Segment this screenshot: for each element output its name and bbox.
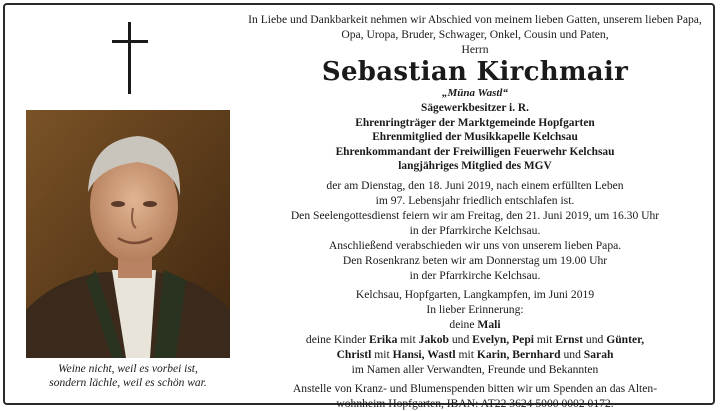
nickname: „Müna Wastl“ — [442, 87, 508, 99]
intro-text: In Liebe und Dankbarkeit nehmen wir Abschied von meinem lieben Gatten, unserem lieben Papa, Opa, Uropa, Bruder, Schwager, Onkel, Cousin und Paten, — [248, 13, 702, 41]
honors-list — [240, 101, 710, 174]
deceased-name: Sebastian Kirchmair — [321, 57, 629, 87]
place-date: Kelchsau, Hopfgarten, Langkampfen, im Juni 2019 — [355, 287, 595, 301]
family-children-line-2: Christl mit Hansi, Wastl mit Karin, Bernhard und Sarah — [336, 347, 614, 361]
motto — [10, 362, 246, 390]
wife-name: Mali — [477, 317, 501, 331]
family-wife-line: deine Mali — [449, 317, 501, 331]
rosary-line-2: in der Pfarrkirche Kelchsau. — [409, 268, 541, 282]
title-item: Ehrenmitglied der Musikkapelle Kelchsau — [372, 131, 578, 144]
obituary-text — [240, 12, 710, 411]
death-notice-line-2: im 97. Lebensjahr friedlich entschlafen ist. — [375, 193, 575, 207]
relatives-line: im Namen aller Verwandten, Freunde und Bekannten — [351, 362, 599, 376]
cross-icon — [112, 22, 148, 94]
donation-line-2: wohnheim Hopfgarten, IBAN: AT22 3624 5000 0002 0172. — [336, 396, 614, 410]
title-item: Ehrenringträger der Marktgemeinde Hopfgarten — [355, 116, 595, 129]
motto-line-1: Weine nicht, weil es vorbei ist, — [58, 363, 198, 375]
title-item: Sägewerkbesitzer i. R. — [421, 102, 529, 114]
family-children-line-1: deine Kinder Erika mit Jakob und Evelyn, Pepi mit Ernst und Günter, — [305, 332, 645, 346]
death-notice-line-1: der am Dienstag, den 18. Juni 2019, nach einem erfüllten Leben — [326, 178, 624, 192]
title-item: langjähriges Mitglied des MGV — [398, 160, 552, 173]
donation-line-1: Anstelle von Kranz- und Blumenspenden bitten wir um Spenden an das Alten- — [292, 381, 658, 395]
salutation: Herrn — [461, 43, 489, 56]
portrait-photo — [26, 110, 230, 358]
farewell-text: Anschließend verabschieden wir uns von unserem lieben Papa. — [328, 238, 622, 252]
remembrance-heading: In lieber Erinnerung: — [426, 302, 524, 316]
motto-line-2: sondern lächle, weil es schön war. — [49, 377, 207, 389]
rosary-line-1: Den Rosenkranz beten wir am Donnerstag um 19.00 Uhr — [342, 253, 608, 267]
service-line-2: in der Pfarrkirche Kelchsau. — [409, 223, 541, 237]
service-line-1: Den Seelengottesdienst feiern wir am Freitag, den 21. Juni 2019, um 16.30 Uhr — [290, 208, 660, 222]
title-item: Ehrenkommandant der Freiwilligen Feuerwehr Kelchsau — [335, 145, 615, 158]
